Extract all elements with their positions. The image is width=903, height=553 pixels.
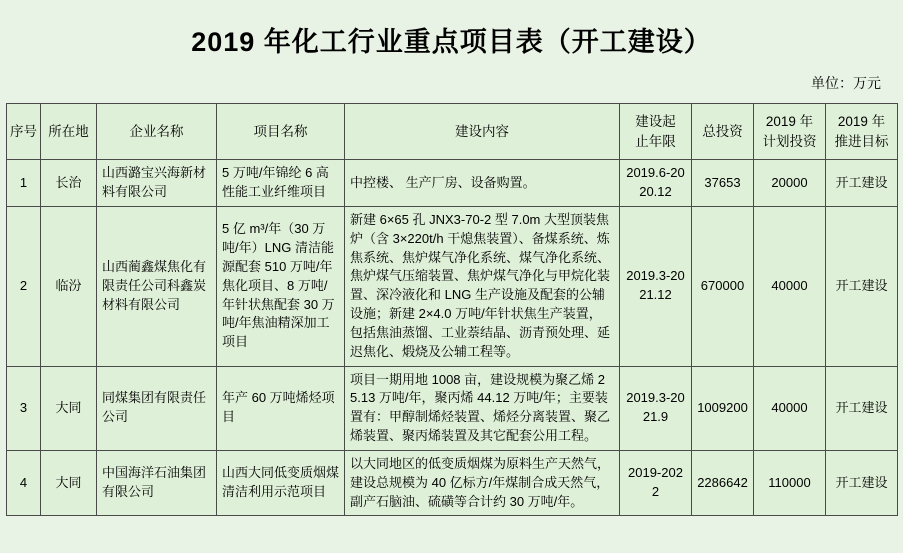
page-title: 2019 年化工行业重点项目表（开工建设） xyxy=(191,27,712,57)
table-row xyxy=(7,450,898,516)
cell-enterprise: 同煤集团有限责任公司 xyxy=(97,366,217,450)
header-goal-line2: 推进目标 xyxy=(834,133,889,149)
header-index: 序号 xyxy=(7,104,41,160)
cell-project: 5 万吨/年锦纶 6 高性能工业纤维项目 xyxy=(217,160,345,207)
cell-plan: 40000 xyxy=(754,206,826,366)
cell-index: 1 xyxy=(7,160,41,207)
cell-location: 大同 xyxy=(41,450,97,516)
cell-plan: 40000 xyxy=(754,366,826,450)
cell-content: 以大同地区的低变质烟煤为原料生产天然气，建设总规模为 40 亿标方/年煤制合成天然气，副产石脑油、硫磺等合计约 30 万吨/年。 xyxy=(345,450,620,516)
cell-enterprise: 中国海洋石油集团有限公司 xyxy=(97,450,217,516)
cell-total: 2286642 xyxy=(692,450,754,516)
cell-content: 项目一期用地 1008 亩，建设规模为聚乙烯 25.13 万吨/年，聚丙烯 44.12 万吨/年；主要装置有：甲醇制烯烃装置、烯烃分离装置、聚乙烯装置、聚丙烯装置及其它配套公用工程。 xyxy=(345,366,620,450)
header-years-line2: 止年限 xyxy=(635,133,676,149)
cell-enterprise: 山西蔺鑫煤焦化有限责任公司科鑫炭材料有限公司 xyxy=(97,206,217,366)
cell-index: 3 xyxy=(7,366,41,450)
header-plan-investment xyxy=(754,104,826,160)
cell-goal: 开工建设 xyxy=(826,450,898,516)
cell-location: 临汾 xyxy=(41,206,97,366)
table-header-row xyxy=(7,104,898,160)
header-total-investment: 总投资 xyxy=(692,104,754,160)
cell-project: 年产 60 万吨烯烃项目 xyxy=(217,366,345,450)
cell-years: 2019-2022 xyxy=(620,450,692,516)
header-plan-line1: 2019 年 xyxy=(765,114,814,129)
cell-project: 山西大同低变质烟煤清洁利用示范项目 xyxy=(217,450,345,516)
header-project: 项目名称 xyxy=(217,104,345,160)
cell-content: 新建 6×65 孔 JNX3-70-2 型 7.0m 大型顶装焦炉（含 3×220t/h 干熄焦装置）、备煤系统、炼焦系统、焦炉煤气净化系统、煤气净化系统、焦炉煤气压缩装置、焦炉煤气净化与甲烷化装置、深冷液化和 LNG 生产设施及配套的公辅设施；新建 2×4.0 万吨/年针状焦生产装置，包括焦油蒸馏、工业萘结晶、沥青预处理、延迟焦化、煅烧及公辅工程等。 xyxy=(345,206,620,366)
header-goal-line1: 2019 年 xyxy=(837,114,886,129)
header-goal xyxy=(826,104,898,160)
cell-location: 长治 xyxy=(41,160,97,207)
header-plan-line2: 计划投资 xyxy=(762,133,817,149)
header-years xyxy=(620,104,692,160)
cell-total: 670000 xyxy=(692,206,754,366)
cell-plan: 110000 xyxy=(754,450,826,516)
cell-content: 中控楼、 生产厂房、设备购置。 xyxy=(345,160,620,207)
cell-project: 5 亿 m³/年（30 万吨/年）LNG 清洁能源配套 510 万吨/年焦化项目、8 万吨/年针状焦配套 30 万吨/年焦油精深加工项目 xyxy=(217,206,345,366)
cell-index: 2 xyxy=(7,206,41,366)
table-row xyxy=(7,160,898,207)
header-content: 建设内容 xyxy=(345,104,620,160)
cell-location: 大同 xyxy=(41,366,97,450)
cell-goal: 开工建设 xyxy=(826,160,898,207)
unit-note: 单位：万元 xyxy=(811,75,881,91)
cell-years: 2019.6-2020.12 xyxy=(620,160,692,207)
cell-index: 4 xyxy=(7,450,41,516)
cell-total: 1009200 xyxy=(692,366,754,450)
projects-table xyxy=(6,103,898,516)
table-row xyxy=(7,366,898,450)
cell-goal: 开工建设 xyxy=(826,366,898,450)
cell-goal: 开工建设 xyxy=(826,206,898,366)
header-location: 所在地 xyxy=(41,104,97,160)
cell-years: 2019.3-2021.12 xyxy=(620,206,692,366)
table-row xyxy=(7,206,898,366)
cell-years: 2019.3-2021.9 xyxy=(620,366,692,450)
cell-enterprise: 山西潞宝兴海新材料有限公司 xyxy=(97,160,217,207)
cell-total: 37653 xyxy=(692,160,754,207)
cell-plan: 20000 xyxy=(754,160,826,207)
header-years-line1: 建设起 xyxy=(635,114,676,129)
header-enterprise: 企业名称 xyxy=(97,104,217,160)
